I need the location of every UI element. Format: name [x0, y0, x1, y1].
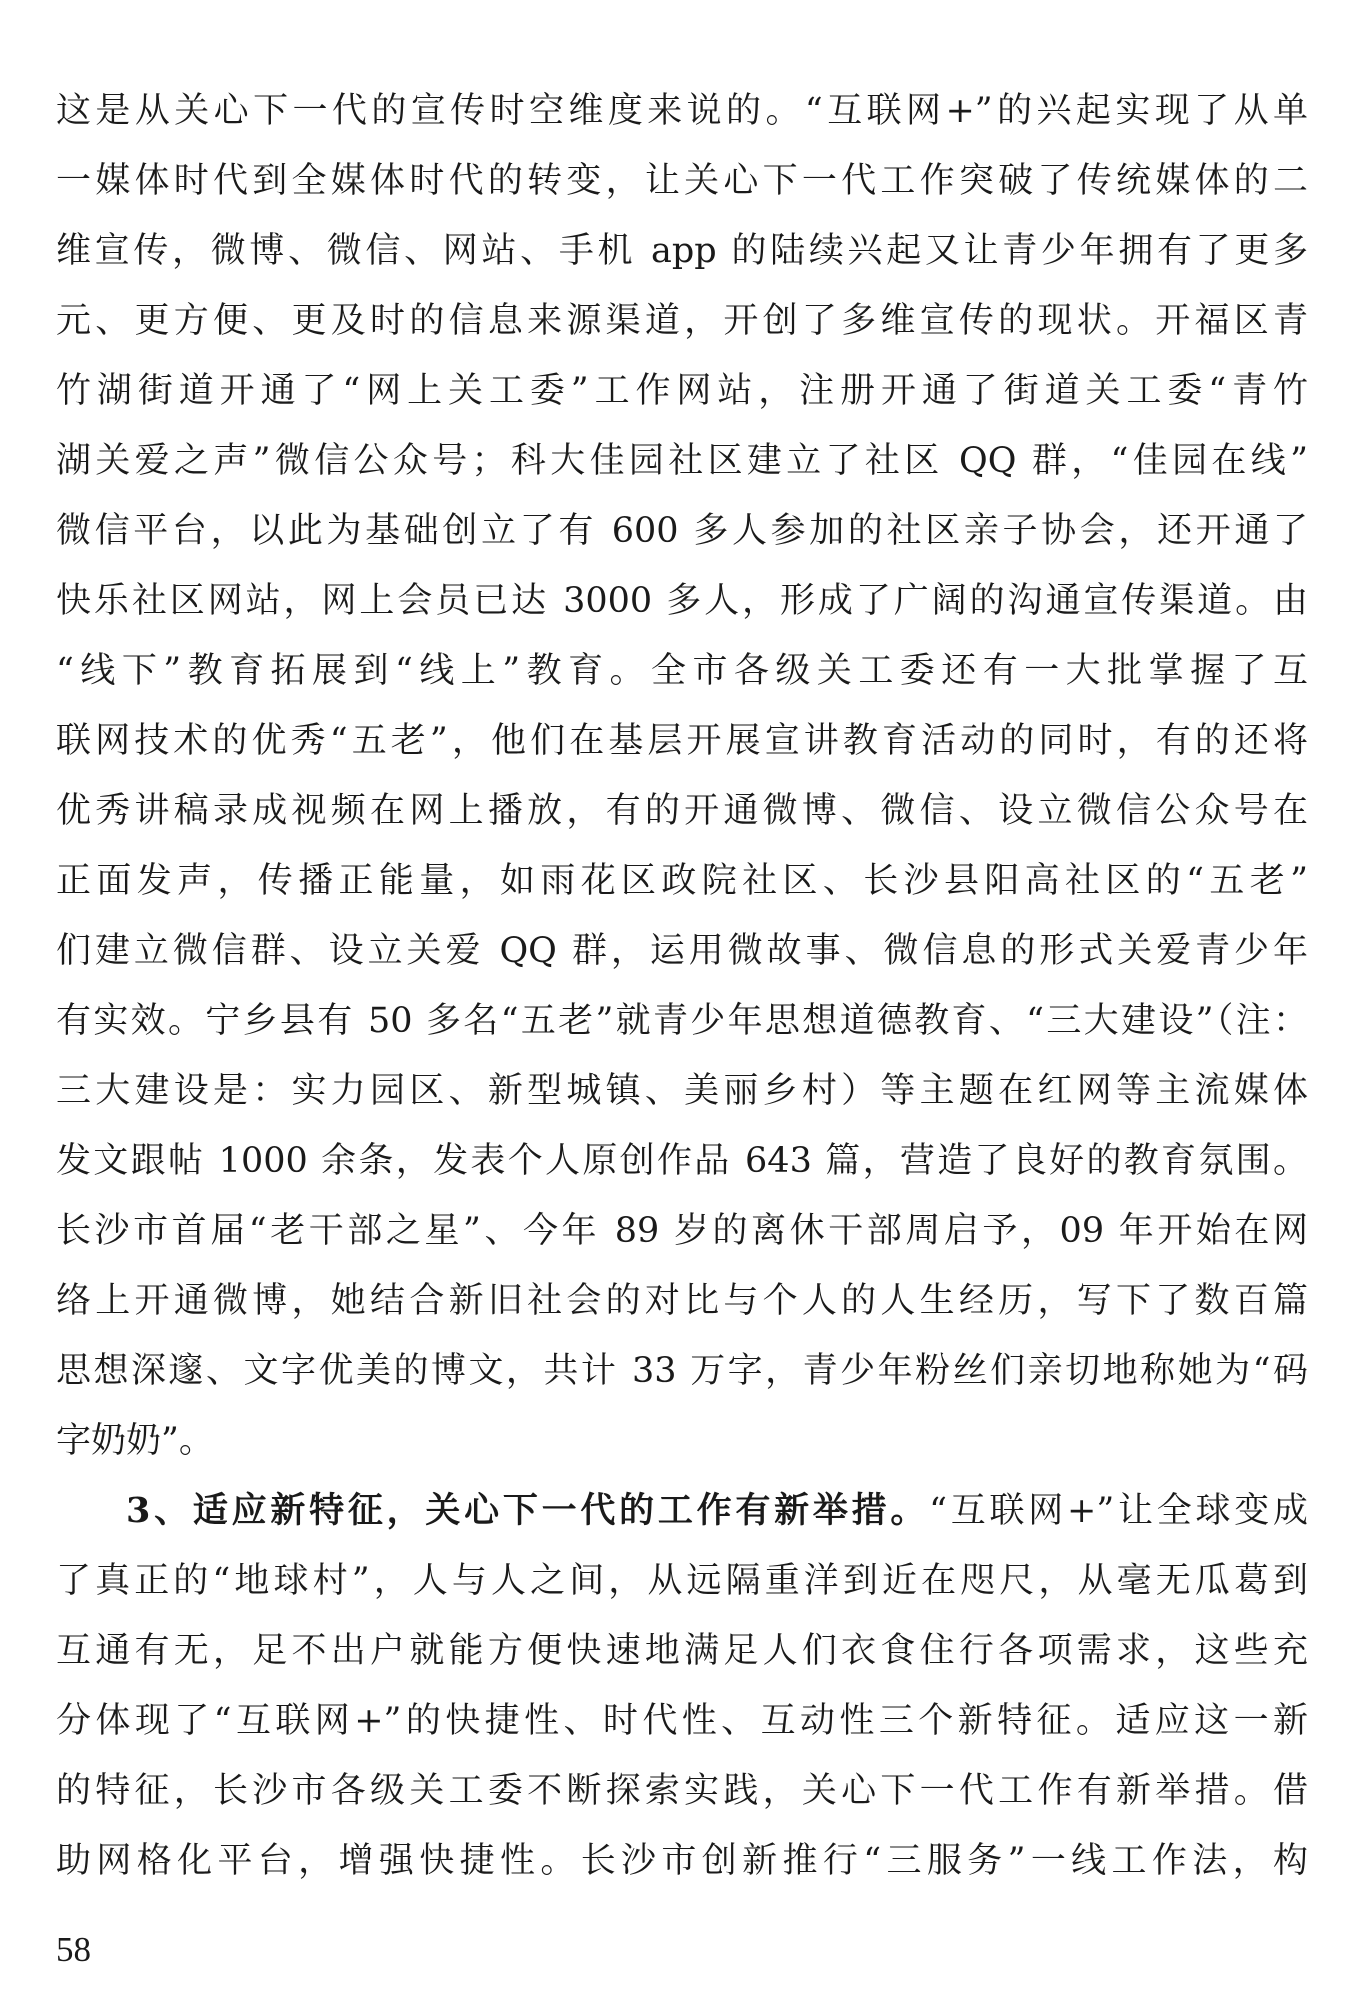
text-line: 元、更方便、更及时的信息来源渠道，开创了多维宣传的现状。开福区青 [56, 301, 1308, 341]
text-line: 长沙市首届“老干部之星”、今年 89 岁的离休干部周启予，09 年开始在网 [56, 1211, 1308, 1251]
text-line: 正面发声，传播正能量，如雨花区政院社区、长沙县阳高社区的“五老” [56, 861, 1308, 901]
text-line: 了真正的“地球村”，人与人之间，从远隔重洋到近在咫尺，从毫无瓜葛到 [56, 1561, 1308, 1601]
text-line: 三大建设是：实力园区、新型城镇、美丽乡村）等主题在红网等主流媒体 [56, 1071, 1308, 1111]
text-line: 优秀讲稿录成视频在网上播放，有的开通微博、微信、设立微信公众号在 [56, 791, 1308, 831]
text-line: 发文跟帖 1000 余条，发表个人原创作品 643 篇，营造了良好的教育氛围。 [56, 1141, 1308, 1181]
text-line: 字奶奶”。 [56, 1421, 214, 1461]
text-line: 有实效。宁乡县有 50 多名“五老”就青少年思想道德教育、“三大建设”（注： [56, 1001, 1308, 1041]
text-line: 助网格化平台，增强快捷性。长沙市创新推行“三服务”一线工作法，构 [56, 1841, 1308, 1881]
text-line: 络上开通微博，她结合新旧社会的对比与个人的人生经历，写下了数百篇 [56, 1281, 1308, 1321]
text-line: 的特征，长沙市各级关工委不断探索实践，关心下一代工作有新举措。借 [56, 1771, 1308, 1811]
text-line: 维宣传，微博、微信、网站、手机 app 的陆续兴起又让青少年拥有了更多 [56, 231, 1308, 271]
text-line: “线下”教育拓展到“线上”教育。全市各级关工委还有一大批掌握了互 [56, 651, 1308, 691]
section-3-first-line-text: “互联网+”让全球变成 [929, 1491, 1308, 1531]
text-line: 分体现了“互联网+”的快捷性、时代性、互动性三个新特征。适应这一新 [56, 1701, 1308, 1741]
page-number: 58 [56, 1930, 91, 1969]
text-line: 互通有无，足不出户就能方便快速地满足人们衣食住行各项需求，这些充 [56, 1631, 1308, 1671]
text-line: 湖关爱之声”微信公众号；科大佳园社区建立了社区 QQ 群，“佳园在线” [56, 441, 1308, 481]
section-3-first-line [56, 1476, 1308, 1546]
text-line: 思想深邃、文字优美的博文，共计 33 万字，青少年粉丝们亲切地称她为“码 [56, 1351, 1308, 1391]
text-line: 这是从关心下一代的宣传时空维度来说的。“互联网+”的兴起实现了从单 [56, 91, 1308, 131]
text-line: 微信平台，以此为基础创立了有 600 多人参加的社区亲子协会，还开通了 [56, 511, 1308, 551]
text-line: 快乐社区网站，网上会员已达 3000 多人，形成了广阔的沟通宣传渠道。由 [56, 581, 1308, 621]
text-line: 一媒体时代到全媒体时代的转变，让关心下一代工作突破了传统媒体的二 [56, 161, 1308, 201]
text-line: 们建立微信群、设立关爱 QQ 群，运用微故事、微信息的形式关爱青少年 [56, 931, 1308, 971]
text-line: 联网技术的优秀“五老”，他们在基层开展宣讲教育活动的同时，有的还将 [56, 721, 1308, 761]
body-text [56, 76, 1308, 1896]
text-line: 竹湖街道开通了“网上关工委”工作网站，注册开通了街道关工委“青竹 [56, 371, 1308, 411]
section-3-heading: 3、适应新特征，关心下一代的工作有新举措。 [126, 1490, 930, 1531]
